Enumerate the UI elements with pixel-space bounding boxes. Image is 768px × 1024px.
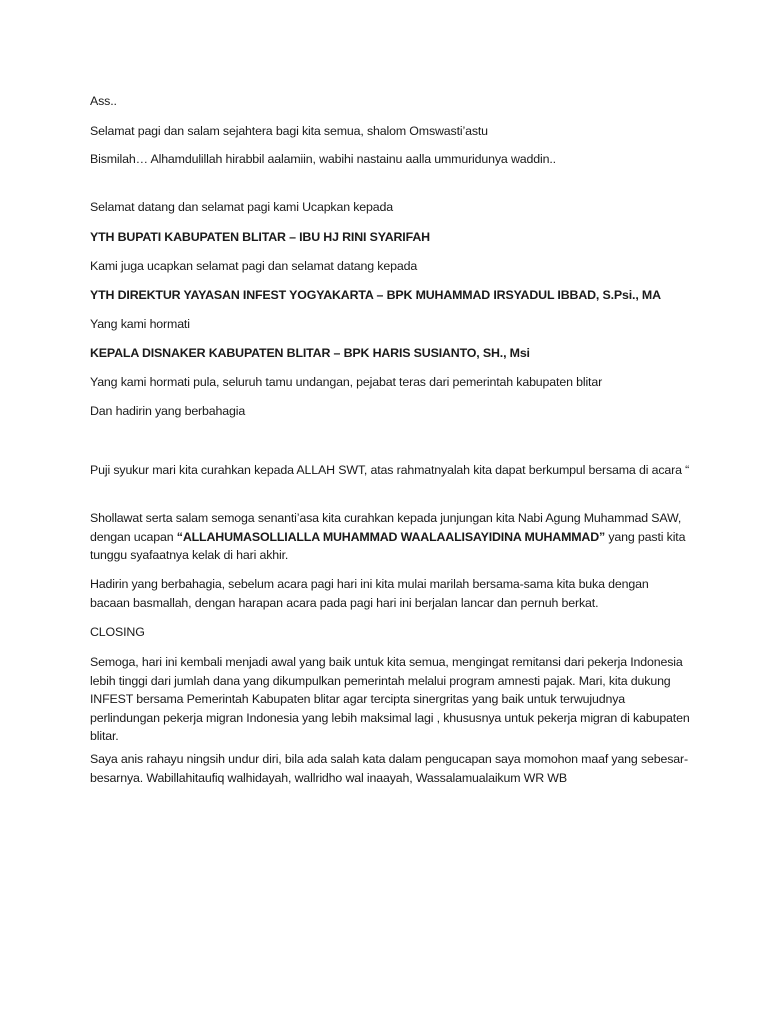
opening-line-1: Selamat pagi dan salam sejahtera bagi kita semua, shalom Omswasti’astu bbox=[90, 124, 488, 138]
honoree-director: YTH DIREKTUR YAYASAN INFEST YOGYAKARTA – BPK MUHAMMAD IRSYADUL IBBAD, S.Psi., MA bbox=[90, 288, 661, 302]
respected-line-1: Yang kami hormati bbox=[90, 317, 190, 331]
opening-line-2: Bismilah… Alhamdulillah hirabbil aalamiin, wabihi nastainu aalla ummuridunya waddin.. bbox=[90, 152, 556, 166]
farewell-paragraph: Saya anis rahayu ningsih undur diri, bila ada salah kata dalam pengucapan saya momohon maaf yang sebesar-besarnya. Wabillahitaufiq walhidayah, wallridho wal inaayah, Wassalamualaikum WR WB bbox=[90, 752, 688, 785]
honoree-regent: YTH BUPATI KABUPATEN BLITAR – IBU HJ RINI SYARIFAH bbox=[90, 230, 430, 244]
honoree-disnaker: KEPALA DISNAKER KABUPATEN BLITAR – BPK HARIS SUSIANTO, SH., Msi bbox=[90, 346, 530, 360]
closing-heading: CLOSING bbox=[90, 625, 145, 639]
shalawat-prayer: “ALLAHUMASOLLIALLA MUHAMMAD WAALAALISAYIDINA MUHAMMAD” bbox=[176, 529, 606, 544]
greeting: Ass.. bbox=[90, 94, 117, 108]
shalawat-intro: Shollawat serta salam semoga senanti’asa kita curahkan kepada junjungan kita Nabi Agung Muhammad SAW, dengan ucapan bbox=[90, 511, 682, 544]
closing-paragraph: Semoga, hari ini kembali menjadi awal yang baik untuk kita semua, mengingat remitansi dari pekerja Indonesia lebih tinggi dari jumlah dana yang dikumpulkan pemerintah melalui program amnesti pajak. Mari, kita dukung INFEST bersama Pemerintah Kabupaten blitar agar tercipta sinergritas yang baik untuk terwujudnya perlindungan pekerja migran Indonesia yang lebih maksimal lagi , khususnya untuk pekerja migran di kabupaten blitar. bbox=[90, 655, 690, 744]
opening-prayer-paragraph: Hadirin yang berbahagia, sebelum acara pagi hari ini kita mulai marilah bersama-sama kita buka dengan bacaan basmallah, dengan harapan acara pada pagi hari ini berjalan lancar dan pernuh berkat. bbox=[90, 577, 649, 610]
shalawat-end: yang pasti kita tunggu syafaatnya kelak di hari akhir. bbox=[90, 529, 686, 563]
audience-line: Dan hadirin yang berbahagia bbox=[90, 404, 246, 418]
shalawat-paragraph bbox=[90, 509, 690, 565]
gratitude-paragraph: Puji syukur mari kita curahkan kepada ALLAH SWT, atas rahmatnyalah kita dapat berkumpul bersama di acara “ bbox=[90, 463, 690, 477]
welcome-line-2: Kami juga ucapkan selamat pagi dan selamat datang kepada bbox=[90, 259, 418, 273]
welcome-line-1: Selamat datang dan selamat pagi kami Ucapkan kepada bbox=[90, 200, 393, 214]
respected-line-2: Yang kami hormati pula, seluruh tamu undangan, pejabat teras dari pemerintah kabupaten blitar bbox=[90, 375, 603, 389]
